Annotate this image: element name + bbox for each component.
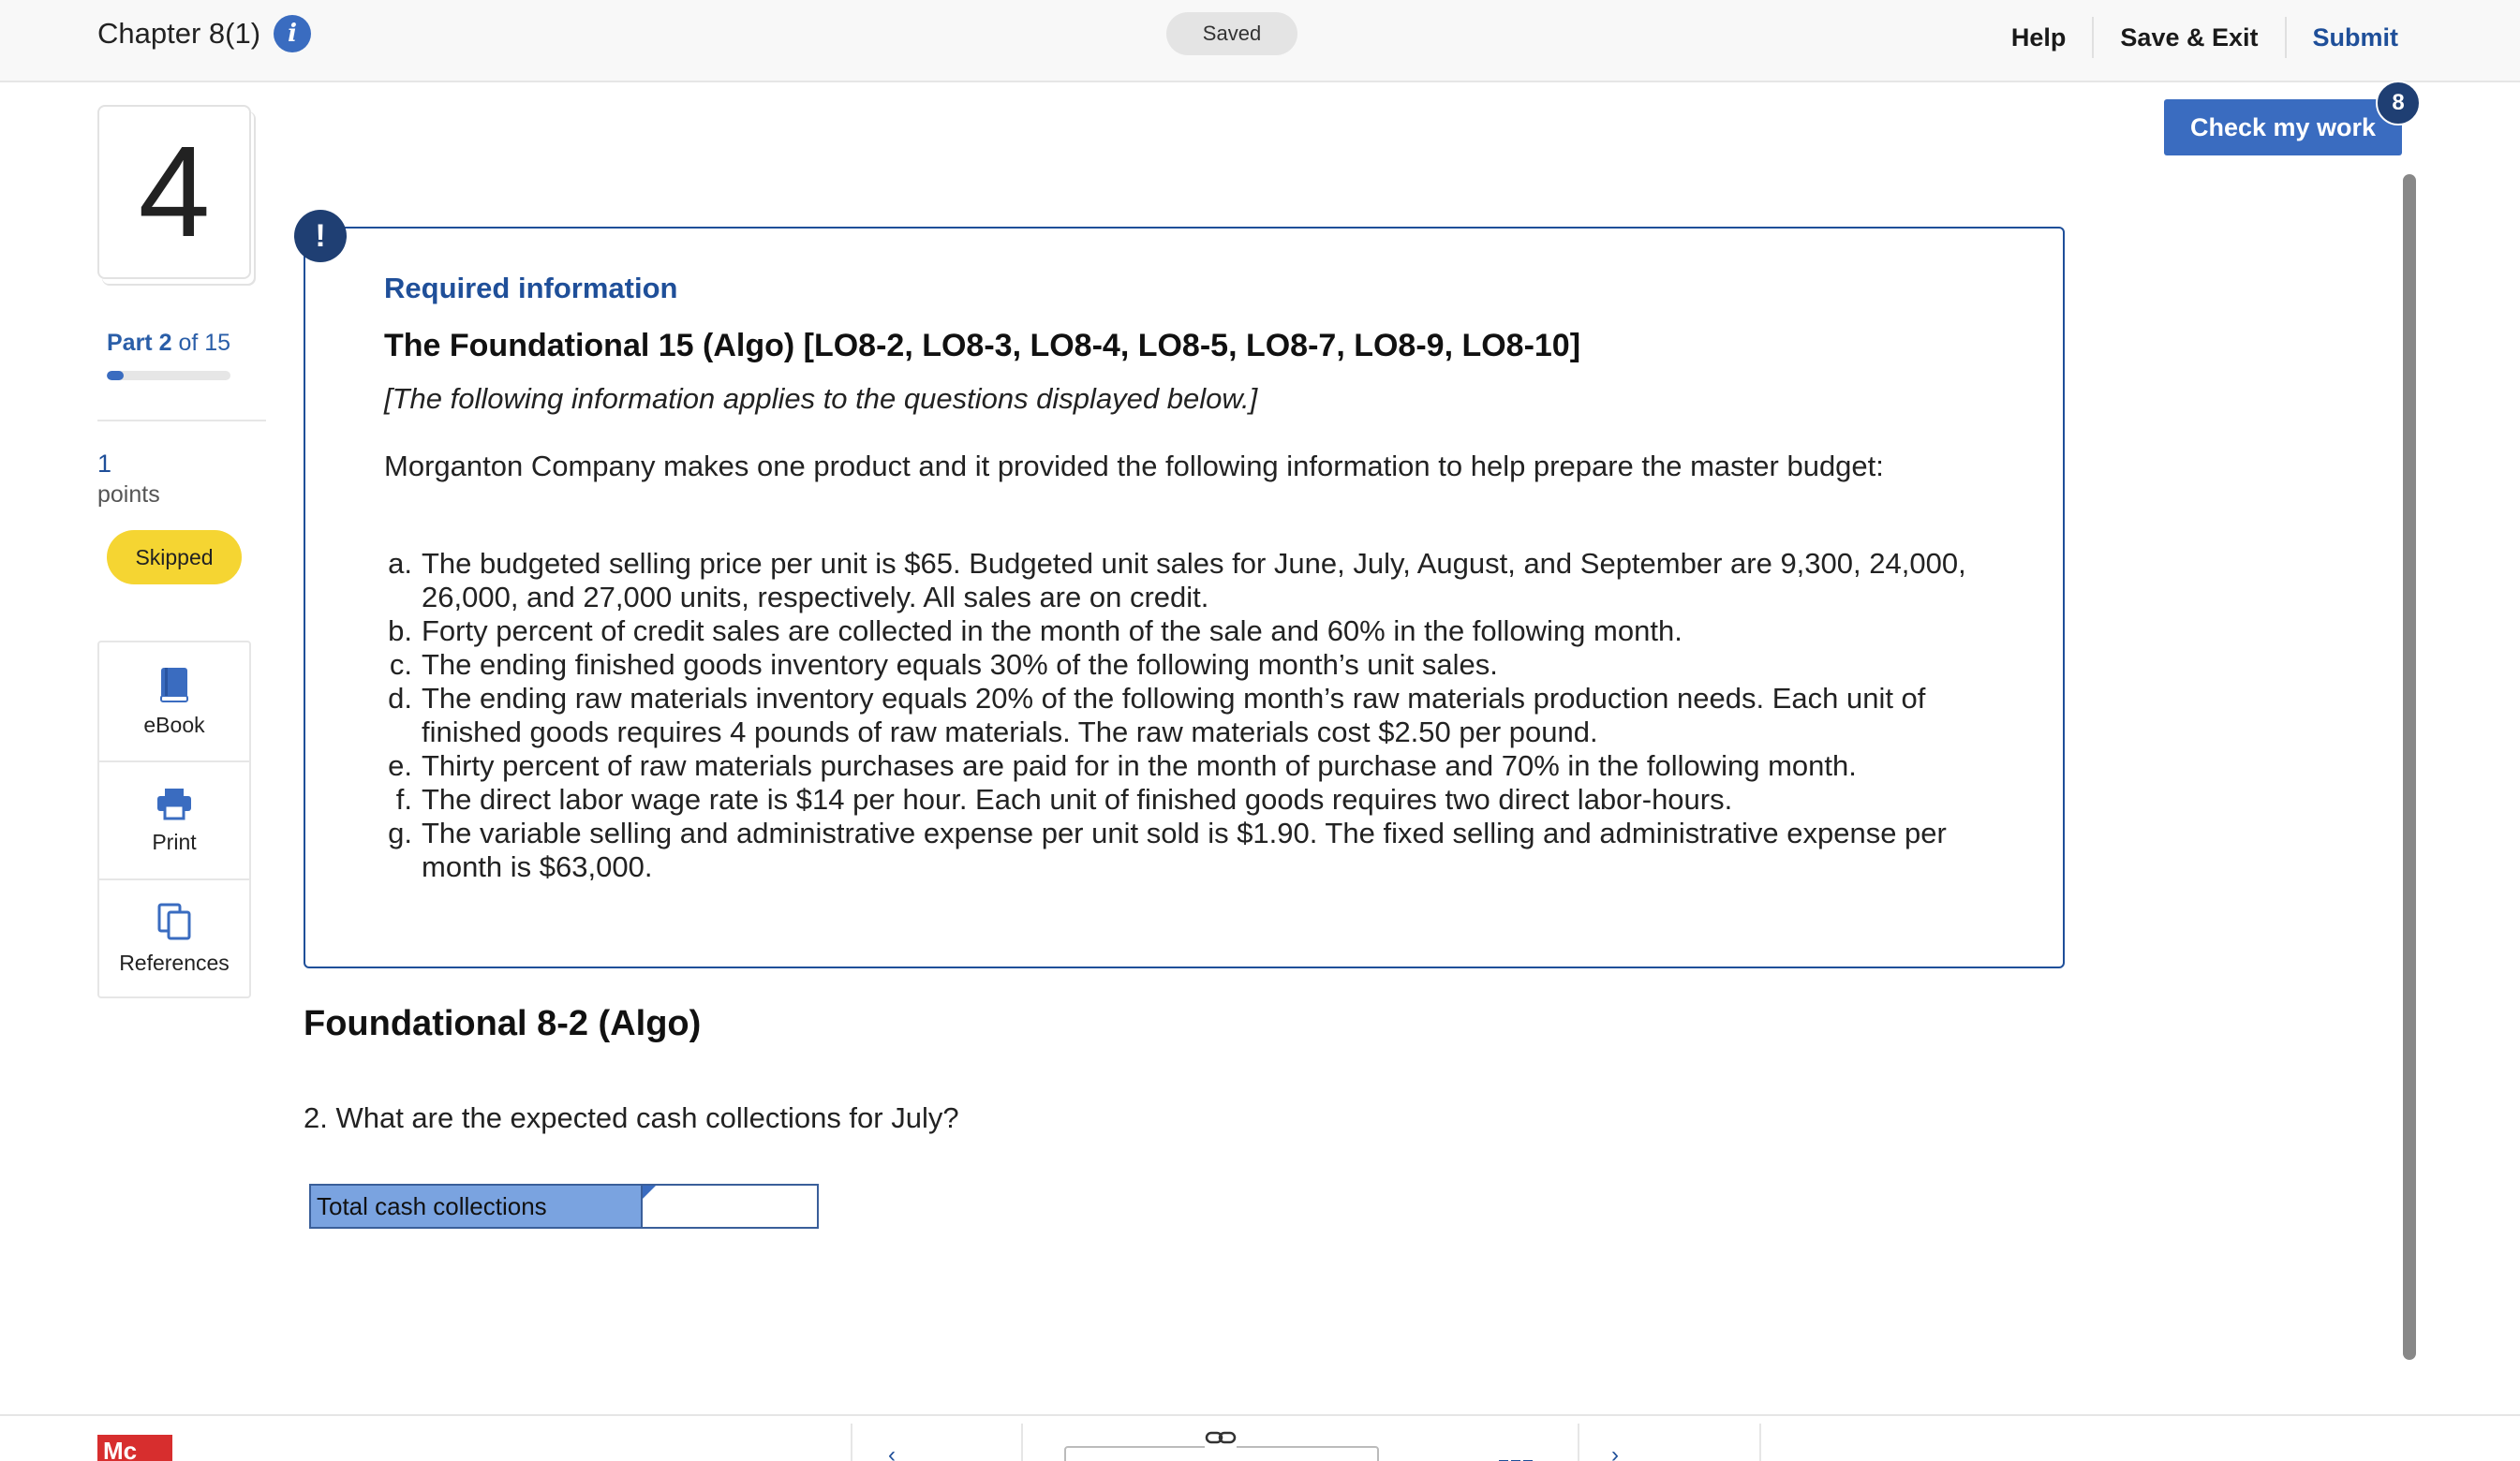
grid-icon[interactable]: [1499, 1455, 1533, 1461]
required-info-intro: Morganton Company makes one product and it provided the following information to help prepare the master budget:: [384, 450, 1884, 482]
part-progress-fill: [107, 371, 124, 380]
footer-divider: [1578, 1424, 1579, 1461]
list-item-text: Forty percent of credit sales are collected in the month of the sale and 60% in the following month.: [422, 614, 1682, 647]
list-item-marker: b.: [388, 614, 412, 647]
answer-cell: [643, 1186, 817, 1227]
cell-flag-icon: [643, 1186, 656, 1199]
vertical-scrollbar[interactable]: [2403, 174, 2416, 1360]
list-item-text: The ending finished goods inventory equals 30% of the following month’s unit sales.: [422, 648, 1498, 681]
book-icon: [157, 666, 191, 703]
publisher-logo: Mc: [97, 1435, 172, 1461]
help-link[interactable]: Help: [2010, 22, 2067, 52]
link-icon: [1205, 1429, 1237, 1448]
print-button[interactable]: [99, 760, 249, 878]
references-label: References: [119, 950, 230, 975]
save-exit-link[interactable]: Save & Exit: [2092, 17, 2284, 58]
question-selector[interactable]: [1064, 1446, 1379, 1461]
list-item-text: Thirty percent of raw materials purchases are paid for in the month of purchase and 70% in the following month.: [422, 749, 1857, 782]
list-item: [375, 817, 1986, 884]
prev-arrow-icon[interactable]: ‹: [888, 1442, 896, 1461]
list-item-marker: c.: [389, 648, 412, 681]
list-item-marker: f.: [395, 783, 412, 816]
list-item: [375, 783, 1986, 817]
ebook-label: eBook: [143, 712, 205, 737]
part-progress-bar: [107, 371, 230, 380]
list-item-marker: d.: [388, 682, 412, 715]
question-section-title: Foundational 8-2 (Algo): [304, 1004, 702, 1043]
ebook-button[interactable]: [99, 642, 249, 760]
part-indicator: [107, 330, 230, 357]
list-item-marker: a.: [388, 547, 412, 580]
question-number-card: 4: [97, 105, 251, 279]
list-item-text: The ending raw materials inventory equals 20% of the following month’s raw materials production needs. Each unit of finished goods requires 4 pounds of raw materials. The raw materials cost $2.50 per pound.: [422, 682, 1926, 748]
info-icon[interactable]: i: [274, 15, 311, 52]
part-label: Part: [107, 330, 153, 356]
next-arrow-icon[interactable]: ›: [1611, 1442, 1619, 1461]
list-item: [375, 648, 1986, 682]
footer-divider: [1021, 1424, 1023, 1461]
print-label: Print: [152, 829, 197, 854]
required-info-heading: Required information: [384, 272, 678, 304]
required-info-title: The Foundational 15 (Algo) [LO8-2, LO8-3, LO8-4, LO8-5, LO8-7, LO8-9, LO8-10]: [384, 328, 1581, 363]
footer-divider: [1759, 1424, 1761, 1461]
answer-row-label: Total cash collections: [311, 1186, 643, 1227]
list-item-text: The budgeted selling price per unit is $65. Budgeted unit sales for June, July, August, and September are 9,300, 24,000, 26,000, and 27,000 units, respectively. All sales are on credit.: [422, 547, 1966, 613]
list-item-text: The direct labor wage rate is $14 per hour. Each unit of finished goods requires two direct labor-hours.: [422, 783, 1733, 816]
rail-divider: [97, 420, 266, 421]
part-current: 2: [158, 330, 172, 356]
header-nav: [1985, 17, 2398, 58]
assignment-title-group: [97, 13, 311, 54]
list-item: [375, 547, 1986, 614]
list-item-marker: e.: [388, 749, 412, 782]
points-label: points: [97, 481, 160, 508]
status-badge: Skipped: [107, 530, 242, 584]
total-cash-collections-input[interactable]: [643, 1186, 817, 1227]
list-item: [375, 749, 1986, 783]
answer-table: [309, 1184, 819, 1229]
points-value: 1: [97, 450, 112, 478]
part-of: of 15: [178, 330, 231, 356]
list-item: [375, 614, 1986, 648]
required-info-list: [375, 547, 1986, 884]
list-item: [375, 682, 1986, 749]
list-item-text: The variable selling and administrative expense per unit sold is $1.90. The fixed selling and administrative expense per month is $63,000.: [422, 817, 1947, 883]
copy-documents-icon: [156, 902, 192, 941]
check-attempts-badge: 8: [2376, 81, 2421, 125]
bottom-footer: [0, 1414, 2520, 1461]
check-my-work-button[interactable]: Check my work: [2164, 99, 2402, 155]
footer-divider: [851, 1424, 852, 1461]
required-info-note: [The following information applies to the questions displayed below.]: [384, 382, 1258, 415]
submit-link[interactable]: Submit: [2285, 17, 2399, 58]
references-button[interactable]: [99, 878, 249, 996]
top-header: [0, 0, 2520, 82]
list-item-marker: g.: [388, 817, 412, 849]
assignment-title: Chapter 8(1): [97, 17, 261, 50]
alert-icon: !: [294, 210, 347, 262]
printer-icon: [156, 787, 193, 820]
tools-panel: [97, 641, 251, 998]
saved-status-pill: Saved: [1166, 12, 1297, 55]
question-prompt: 2. What are the expected cash collections for July?: [304, 1101, 959, 1134]
